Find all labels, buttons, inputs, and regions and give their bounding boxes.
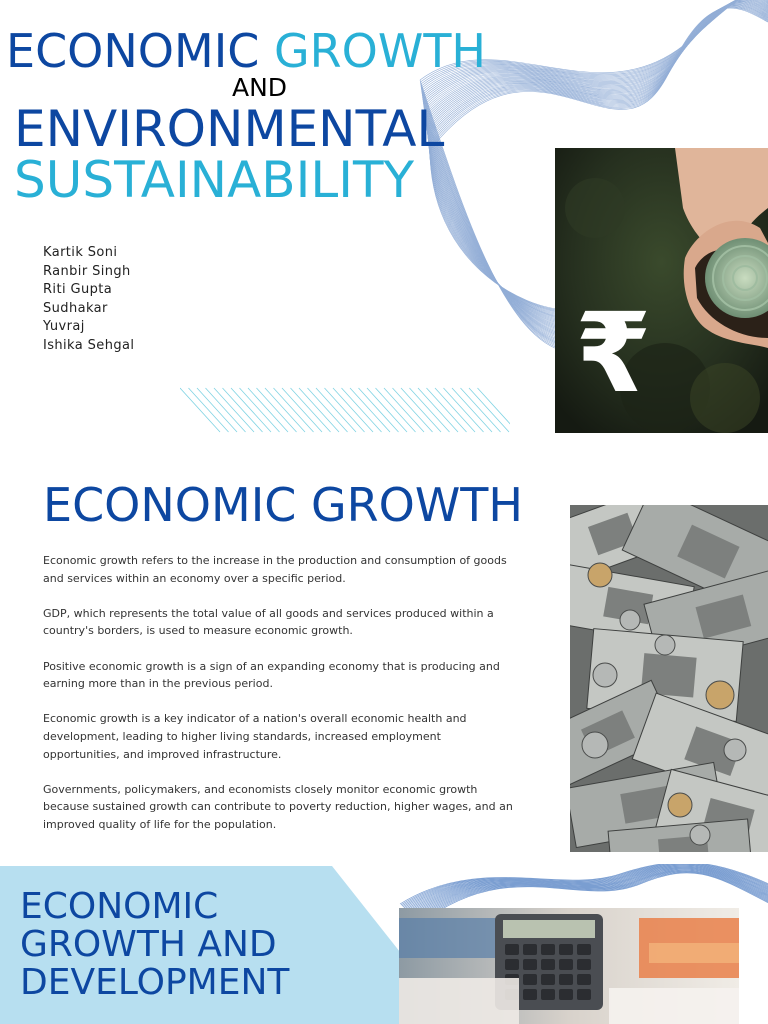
economic-growth-heading: ECONOMIC GROWTH [43,478,523,532]
title-slide [0,0,768,440]
body-paragraph: Positive economic growth is a sign of an expanding economy that is producing and earning more than in the previous period. [43,659,500,691]
author-name: Kartik Soni [43,245,118,260]
body-paragraph: GDP, which represents the total value of all goods and services produced within a country's borders, is used to measure economic growth. [43,606,494,638]
currency-notes-photo [570,505,768,852]
heading-line: ECONOMIC [20,886,219,927]
currency-photo-art [570,505,768,852]
rupee-icon: ₹ [575,289,652,417]
economic-growth-body [43,552,513,851]
heading-line: DEVELOPMENT [20,962,290,1003]
body-paragraph: Governments, policymakers, and economists closely monitor economic growth because sustained growth can contribute to poverty reduction, higher wages, and an improved quality of life for the population. [43,782,513,831]
plant-in-hand-photo [555,148,768,433]
body-paragraph: Economic growth is a key indicator of a nation's overall economic health and development, leading to higher living standards, increased employment opportunities, and improved infrastructure. [43,712,467,761]
author-name: Ishika Sehgal [43,337,135,353]
title-word-growth: GROWTH [274,24,487,78]
calculator-photo [399,908,739,1024]
author-name: Riti Gupta [43,282,113,298]
calculator-photo-art [399,908,739,1024]
body-paragraph: Economic growth refers to the increase in the production and consumption of goods and services within an economy over a specific period. [43,554,507,585]
title-line-sustainability: SUSTAINABILITY [14,151,415,209]
title-word-economic: ECONOMIC [6,24,260,78]
heading-line: GROWTH AND [20,924,277,965]
author-name: Sudhakar [43,300,108,316]
author-name: Ranbir Singh [43,263,131,279]
author-list [43,244,134,356]
author-name: Yuvraj [43,319,85,335]
diagonal-stripes-decoration [180,386,510,436]
title-line-1 [6,24,487,78]
title-and: AND [232,73,288,102]
growth-development-heading [20,888,289,1002]
title-line-environmental: ENVIRONMENTAL [14,100,445,158]
